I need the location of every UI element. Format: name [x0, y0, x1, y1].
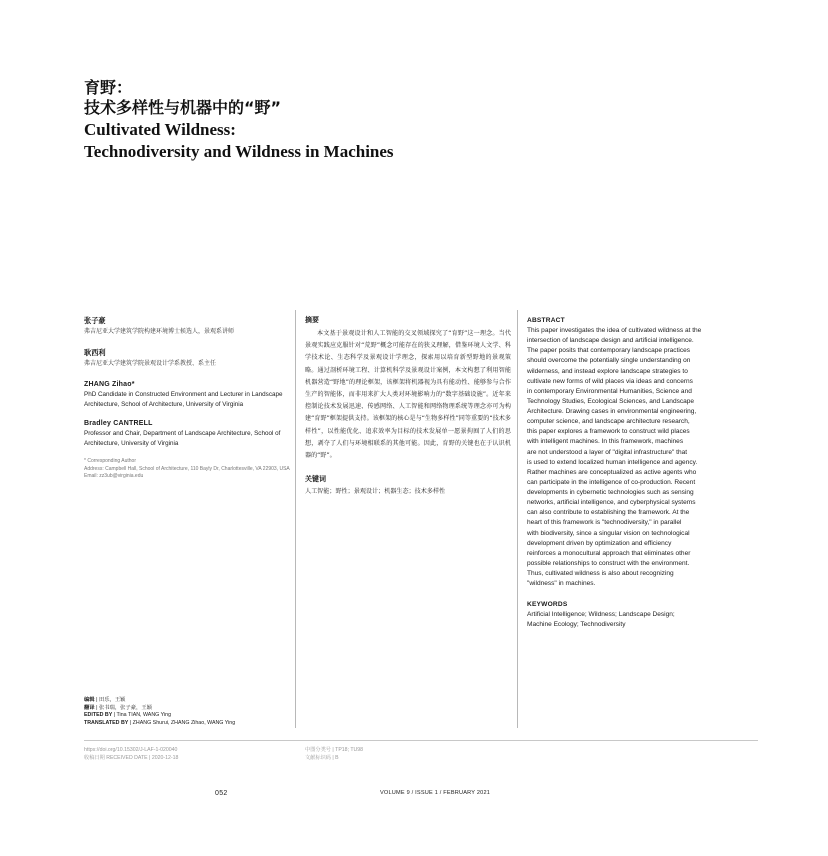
abstract-line: wilderness, and instead explore landscape strategies to — [527, 367, 688, 375]
author-name: Bradley CANTRELL — [84, 420, 153, 427]
article-title — [84, 78, 684, 163]
footer-left — [84, 746, 178, 762]
abstract-line: The paper posits that contemporary landscape practices — [527, 347, 691, 355]
abstract-zh-heading: 摘要 — [305, 316, 319, 324]
abstract-line: with biodiversity, since a singular vision on technological — [527, 529, 690, 537]
corresponding-author-info — [84, 458, 292, 481]
title-en-line1: Cultivated Wildness: — [84, 120, 236, 139]
abstract-line: with intelligent machines. In this framework, machines — [527, 438, 684, 446]
page-number: 052 — [215, 790, 228, 797]
translator-zh-label: 翻译 — [84, 704, 95, 711]
author-affiliation: 弗吉尼亚大学建筑学院构建环境博士候选人，景观系讲师 — [84, 328, 235, 335]
keywords-line: Machine Ecology; Technodiversity — [527, 621, 626, 629]
editor-en-label: EDITED BY — [84, 712, 113, 719]
abstract-line: Technology Studies, Ecological Sciences, and Landscape — [527, 397, 695, 405]
abstract-line: "wildness" in machines. — [527, 580, 596, 588]
volume-info: VOLUME 9 / ISSUE 1 / FEBRUARY 2021 — [380, 790, 491, 796]
abstract-line: are not understood a layer of "digital infrastructure" that — [527, 448, 688, 456]
chinese-abstract-column — [305, 316, 511, 497]
abstract-line: in contemporary Environmental Humanities, Science and — [527, 387, 692, 395]
abstract-line: possible relationships to construct with the environment. — [527, 559, 690, 567]
keywords-en-heading: KEYWORDS — [527, 601, 568, 609]
author-affiliation: 弗吉尼亚大学建筑学院景观设计学系教授、系主任 — [84, 360, 217, 367]
abstract-line: can participate in the intelligence of co-production. Recent — [527, 478, 696, 486]
abstract-line: developments in cybernetic technologies such as sensing — [527, 489, 694, 496]
abstract-line: this paper explores a framework to construct wild places — [527, 428, 690, 436]
author-affiliation: PhD Candidate in Constructed Environment and Lecturer in Landscape Architecture, School of Architecture, University of Virginia — [84, 391, 283, 408]
corresponding-label: * Corresponding Author — [84, 458, 136, 464]
abstract-line: intersection of landscape design and artificial intelligence. — [527, 337, 694, 345]
translator-zh: 张书瑞，张子豪，王颖 — [98, 704, 152, 711]
abstract-line: Rather machines are conceptualized as active agents who — [527, 468, 697, 476]
column-divider-left — [295, 310, 296, 728]
clc-number: 中图分类号 | TP18; TU98 — [305, 747, 364, 753]
abstract-en-text — [527, 326, 741, 589]
footer-mid — [305, 746, 363, 762]
abstract-line: development driven by optimization and efficiency — [527, 539, 672, 547]
abstract-line: This paper investigates the idea of cultivated wildness at the — [527, 327, 702, 334]
editor-zh: 田乐，王颖 — [98, 697, 126, 703]
abstract-line: heart of this framework is "technodiversity," in parallel — [527, 519, 682, 527]
keywords-zh-heading: 关键词 — [305, 475, 326, 484]
author-name: ZHANG Zihao* — [84, 381, 135, 388]
received-date: 收稿日期 RECEIVED DATE | 2020-12-18 — [84, 755, 179, 761]
keywords-line: Artificial Intelligence; Wildness; Landscape Design; — [527, 611, 675, 619]
column-divider-right — [517, 310, 518, 728]
abstract-line: cultivate new forms of wild places via ideas and concerns — [527, 377, 693, 385]
abstract-line: is used to extend localized human intelligence and agency. — [527, 458, 698, 466]
english-abstract-column — [527, 316, 741, 631]
author-affiliation: Professor and Chair, Department of Landscape Architecture, School of Architecture, University of Virginia — [84, 430, 281, 447]
translator-en-label: TRANSLATED BY — [84, 719, 129, 726]
abstract-line: reinforces a monocultural approach that eliminates other — [527, 549, 691, 557]
corresponding-email: Email: zz3ub@virginia.edu — [84, 473, 144, 479]
corresponding-address: Address: Campbell Hall, School of Architecture, 110 Bayly Dr, Charlottesville, VA 22903, USA — [84, 465, 290, 472]
author-name: 张子豪 — [84, 316, 106, 325]
title-zh-line2: 技术多样性与机器中的“野” — [84, 98, 282, 117]
editor-zh-label: 编辑 — [84, 697, 95, 703]
abstract-line: Thus, cultivated wildness is also about recognizing — [527, 570, 674, 577]
abstract-zh-text: 本文基于景观设计和人工智能的交叉领域探究了“育野”这一理念。当代景观实践应克服针对“荒野”概念可能存在的狭义理解，借鉴环境人文学、科学技术论、生态科学及景观设计学理念，探索用以培育新型野地的景观策略。通过剖析环境工程、计算机科学及景观设计案例，本文构想了利用智能机器营造“野地”的理论框架，该框架将机器视为具有能动性、能够参与合作生产的智能体，而非用来扩大人类对环境影响力的“数字基础设施”。近年来控制论技术发展迅速、传感网络、人工智能和网络物理系统等理念亦可为构建“育野”框架提供支持。该框架的核心是与“生物多样性”同等重要的“技术多样性”，以性能优化、追求效率为目标的技术发展单一愿景拘囿了人们的思想，剥夺了人们与环境相联系的其他可能。因此，育野的关键也在于认识机器的“野”。 — [305, 330, 511, 460]
document-code: 文献标识码 | B — [305, 755, 339, 761]
abstract-line: computer science, and landscape architecture research, — [527, 418, 690, 426]
title-zh-line1: 育野： — [84, 78, 133, 97]
title-en-line2: Technodiversity and Wildness in Machines — [84, 142, 394, 161]
footer-divider — [84, 740, 758, 741]
abstract-line: networks, artificial intelligence, and cyberphysical systems — [527, 499, 696, 507]
keywords-zh-text: 人工智能；野性；景观设计；机器生态；技术多样性 — [305, 488, 446, 496]
editor-en: Tina TIAN, WANG Ying — [116, 712, 172, 719]
abstract-line: should overcome the potentially single understanding on — [527, 357, 691, 365]
keywords-en-text — [527, 610, 741, 630]
abstract-line: Architecture. Drawing cases in environmental engineering, — [527, 408, 697, 415]
author-name: 耿西利 — [84, 348, 106, 357]
doi-link[interactable]: https://doi.org/10.15302/J-LAF-1-020040 — [84, 747, 178, 753]
authors-column — [84, 316, 292, 481]
translator-en: ZHANG Shurui, ZHANG Zihao, WANG Ying — [132, 719, 236, 726]
abstract-en-heading: ABSTRACT — [527, 317, 565, 324]
credits: 编辑 | 田乐，王颖 翻译 | 张书瑞，张子豪，王颖 EDITED BY | Tina TIAN, WANG Ying TRANSLATED BY | ZHANG Shurui, ZHANG Zihao, WANG Ying — [84, 697, 236, 726]
abstract-line: can also contribute to establishing the framework. At the — [527, 509, 690, 517]
